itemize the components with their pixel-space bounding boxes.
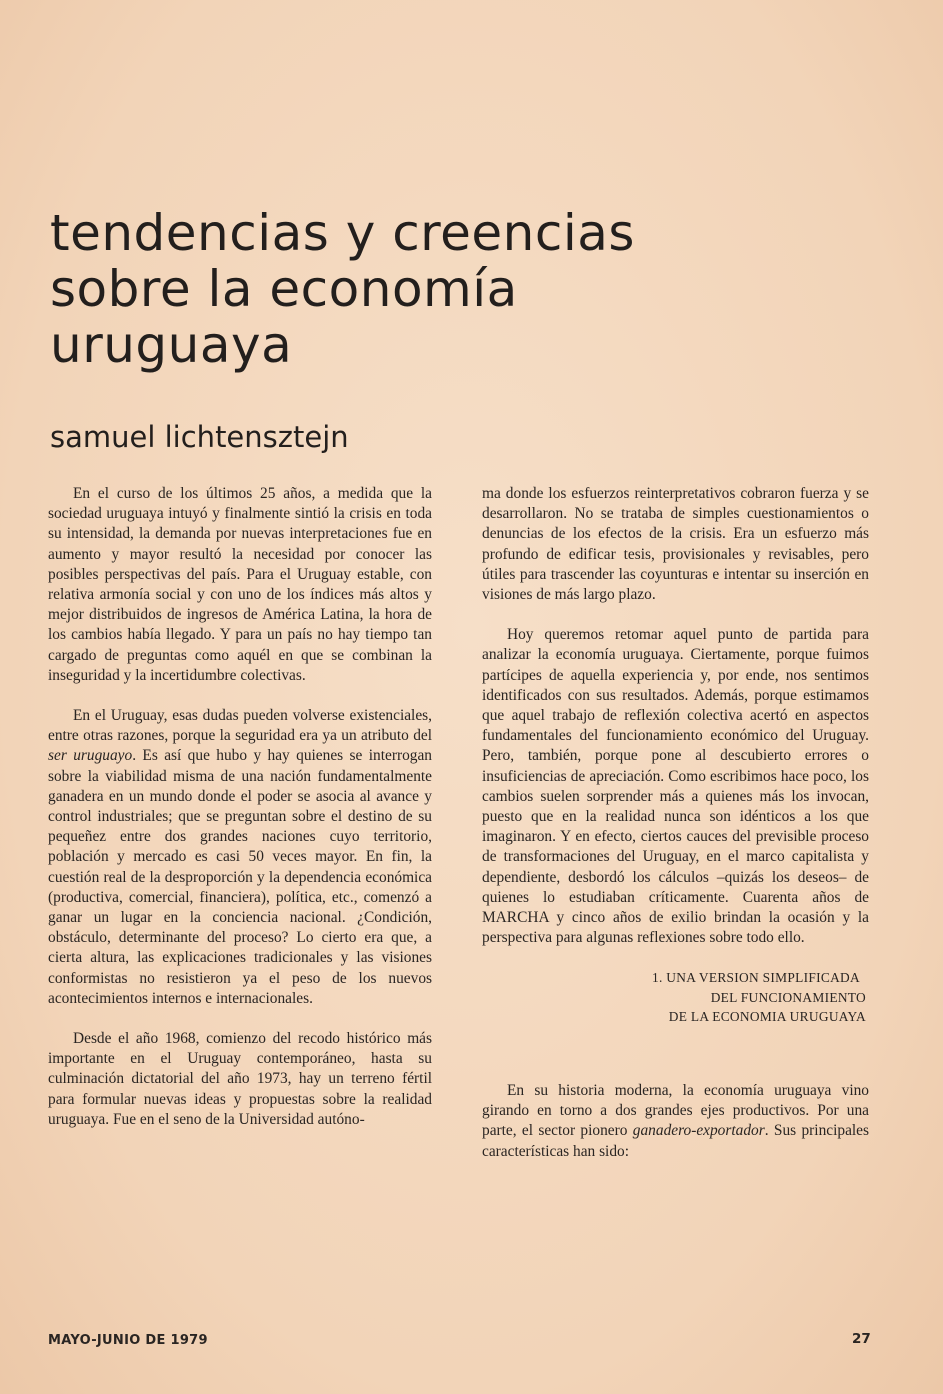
paragraph-text: En el Uruguay, esas dudas pueden volverse existenciales, entre otras razones, porque la seguridad era ya un atributo del <box>48 707 432 745</box>
heading-line: DEL FUNCIONAMIENTO <box>710 989 866 1005</box>
paragraph-text: . Es así que hubo y hay quienes se interrogan sobre la viabilidad misma de una nación fundamentalmente ganadera en un mundo donde el poder se asocia al avance y control industriales; que se preguntan sobre el destino de su pequeñez entre dos grandes naciones cuyo territorio, población y mercado es casi 50 veces mayor. En fin, la cuestión real de la desproporción y la dependencia económica (productiva, comercial, financiera), política, etc., comenzó a ganar un lugar en la conciencia nacional. ¿Condición, obstáculo, determinante del proceso? Lo cierto era que, a cierta altura, las explicaciones tradicionales y las visiones conformistas no resistieron ya el peso de los nuevos acontecimientos internos e internacionales. <box>48 747 432 1007</box>
paragraph: Hoy queremos retomar aquel punto de partida para analizar la economía uruguaya. Ciertamente, porque fuimos partícipes de aquella experiencia y, por ende, nos sentimos identificados con sus resultados. Además, porque estimamos que aquel trabajo de reflexión colectiva acertó en aspectos fundamentales del funcionamiento económico del Uruguay. Pero, también, porque pone al descubierto errores o insuficiencias de apreciación. Como escribimos hace poco, los cambios suelen sorprender más a quienes más los invocan, puesto que en la realidad nunca son idénticos a los que imaginaron. Y en efecto, ciertos cauces del previsible proceso de transformaciones del Uruguay, en el marco capitalista y dependiente, desbordó los cálculos –quizás los deseos– de quienes lo estudiaban críticamente. Cuarenta años de MARCHA y cinco años de exilio brindan la ocasión y la perspectiva para algunas reflexiones sobre todo ello. <box>482 626 869 947</box>
title-line: tendencias y creencias <box>50 204 635 262</box>
footer-page-number: 27 <box>852 1331 871 1347</box>
paragraph: ma donde los esfuerzos reinterpretativos cobraron fuerza y se desarrollaron. No se trataba de simples cuestionamientos o denuncias de los efectos de la crisis. Era un esfuerzo más profundo de edificar tesis, provisionales y revisables, pero útiles para trascender las coyunturas e intentar su inserción en visiones de más largo plazo. <box>482 485 869 604</box>
paragraph: Desde el año 1968, comienzo del recodo histórico más importante en el Uruguay contemporáneo, hasta su culminación dictatorial del año 1973, hay un terreno fértil para formular nuevas ideas y propuestas sobre la realidad uruguaya. Fue en el seno de la Universidad autóno- <box>48 1030 432 1128</box>
heading-line: 1. UNA VERSION SIMPLIFICADA <box>652 970 860 986</box>
heading-line: DE LA ECONOMIA URUGUAYA <box>668 1009 866 1025</box>
left-column <box>48 484 432 1150</box>
paragraph-text: . Sus principales características han sido: <box>482 1122 869 1160</box>
footer-issue-date: MAYO-JUNIO DE 1979 <box>48 1333 208 1348</box>
title-line: uruguaya <box>50 316 293 374</box>
paragraph <box>482 1081 869 1162</box>
section-heading <box>482 968 866 1027</box>
paragraph: En el curso de los últimos 25 años, a medida que la sociedad uruguaya intuyó y finalmente sintió la crisis en toda su intensidad, la demanda por nuevas interpretaciones fue en aumento y mayor resultó la necesidad por conocer las posibles perspectivas del país. Para el Uruguay estable, con relativa armonía social y con uno de los índices más altos y mejor distribuidos de ingresos de América Latina, la hora de los cambios había llegado. Y para un país no hay tiempo tan cargado de preguntas como aquél en que se combinan la inseguridad y la incertidumbre colectivas. <box>48 485 432 684</box>
right-column <box>482 484 869 1182</box>
paragraph-text: En su historia moderna, la economía uruguaya vino girando en torno a dos grandes ejes productivos. Por una parte, el sector pionero <box>482 1081 869 1140</box>
article-author: samuel lichtensztejn <box>50 420 349 454</box>
article-title <box>50 205 910 373</box>
emphasis-text: ganadero-exportador <box>632 1122 765 1140</box>
emphasis-text: ser uruguayo <box>48 747 133 765</box>
paragraph <box>48 706 432 1009</box>
title-line: sobre la economía <box>50 260 518 318</box>
